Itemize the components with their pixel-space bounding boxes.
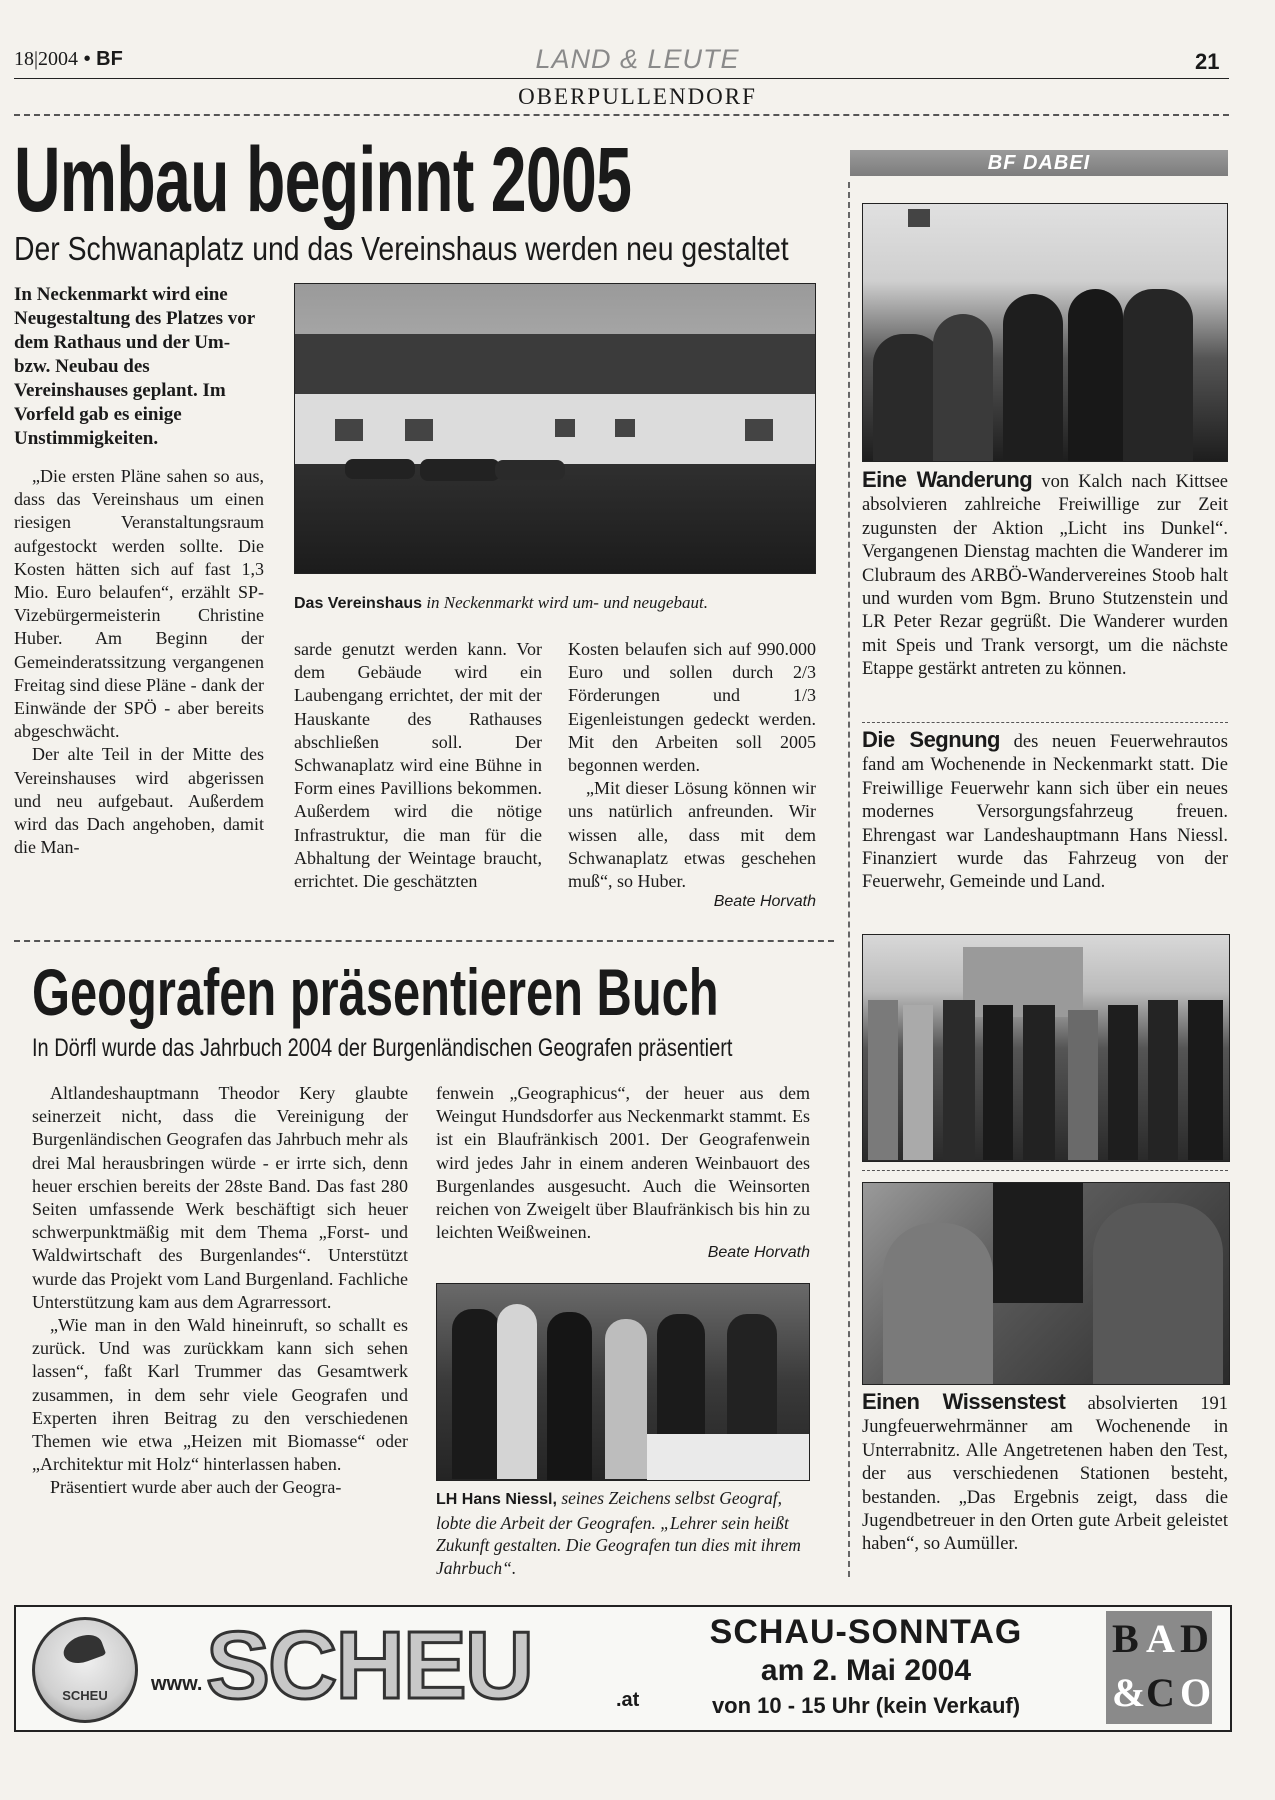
person-silhouette [547, 1312, 592, 1481]
wanderung-photo [862, 203, 1228, 462]
person-silhouette [1148, 1000, 1178, 1160]
sidebar-banner: BF DABEI [850, 150, 1228, 176]
window-shape [745, 419, 773, 441]
bad-co-logo [1106, 1611, 1212, 1724]
person-silhouette [497, 1304, 537, 1479]
article2-byline: Beate Horvath [707, 1244, 810, 1262]
wissenstest-photo [862, 1182, 1230, 1385]
article2-headline [32, 955, 832, 1030]
vereinshaus-photo [294, 283, 816, 574]
sidebar-item-segnung [862, 728, 1228, 895]
article2-col1-paragraph: Altlandeshauptmann Theodor Kery glaubte seinerzeit nicht, dass die Vereinigung der Burgenländischen Geografen das Jahrbuch mehr als drei Mal herausbringen würde - er irrte sich, denn heuer erschien bereits der 28ste Band. Das fast 280 Seiten umfassende Werk beschäftigt sich heuer schwerpunktmäßig mit dem Thema „Forst- und Waldwirtschaft des Burgenlandes“. Unterstützt wurde das Projekt vom Land Burgenland. Fachliche Unterstützung kam aus dem Agrarressort. [32, 1083, 408, 1312]
article1-subhead-text: Der Schwanaplatz und das Vereinshaus werden neu gestaltet [14, 230, 789, 267]
person-silhouette [943, 1000, 975, 1160]
ad-tld: .at [616, 1689, 640, 1711]
article1-col1-paragraph: Der alte Teil in der Mitte des Vereinshauses wird abgerissen und neu aufgebaut. Außerdem wird das Dach angehoben, damit die Man- [14, 744, 264, 858]
article1-caption-bold: Das Vereinshaus [294, 595, 423, 612]
article2-col1-paragraph: Präsentiert wurde aber auch der Geogra- [50, 1477, 342, 1498]
paper-name: BF [96, 48, 123, 70]
sidebar-item1-lead: Eine Wanderung [862, 467, 1033, 492]
door-shape [993, 1183, 1083, 1303]
article2-headline-text: Geografen präsentieren Buch [32, 955, 719, 1029]
sidebar-item-wanderung [862, 468, 1228, 682]
article1-lead: In Neckenmarkt wird eine Neugestaltung des Platzes vor dem Rathaus und der Um-bzw. Neubau des Vereinshauses geplant. Im Vorfeld gab es einige Unstimmigkeiten. [14, 284, 255, 449]
table-cloth-shape [647, 1434, 809, 1480]
article2-col1 [32, 1082, 408, 1500]
sidebar-item2-lead: Die Segnung [862, 727, 1000, 752]
logo-letter: A [1146, 1616, 1175, 1661]
logo-letter: & [1112, 1670, 1146, 1715]
logo-letter: D [1180, 1616, 1209, 1661]
article1-col3-paragraph: „Mit dieser Lösung können wir uns natürlich anfreunden. Wir wissen alle, dass mit dem Schwanaplatz etwas geschehen muß“, so Huber. [568, 778, 816, 892]
person-silhouette [605, 1319, 647, 1479]
article1-col1-paragraph: „Die ersten Pläne sahen so aus, dass das Vereinshaus um einen riesigen Veranstaltungsraum aufgestockt werden sollte. Die Kosten hätten sich auf fast 1,3 Mio. Euro belaufen“, erzählt SP-Vizebürgermeisterin Christine Huber. Am Beginn der Gemeinderatssitzung vergangenen Freitag sind diese Pläne - dank der Einwände der SPÖ - aber bereits abgeschwächt. [14, 466, 264, 742]
ad-www: www. [151, 1673, 203, 1695]
sidebar-item-wissenstest [862, 1390, 1228, 1557]
logo-letter: B [1112, 1616, 1139, 1661]
window-shape [615, 419, 635, 437]
header-bullet: • [83, 48, 91, 70]
section-title: LAND & LEUTE [535, 44, 740, 74]
sidebar-item3-lead: Einen Wissenstest [862, 1389, 1066, 1414]
issue-number [14, 48, 123, 71]
person-silhouette [903, 1005, 933, 1160]
feuerwehr-photo [862, 934, 1230, 1162]
car-shape [345, 459, 415, 479]
article2-col2-paragraph: fenwein „Geographicus“, der heuer aus dem Weingut Hundsdorfer aus Neckenmarkt stammt. Es ist ein Blaufränkisch 2001. Der Geografenwein wird jedes Jahr in einem anderen Weinbauort des Burgenlandes ausgesucht. Auch die Weinsorten reichen von Zweigelt über Blaufränkisch bis hin zu leichten Weißweinen. [436, 1083, 810, 1243]
article2-caption [436, 1487, 810, 1579]
article1-byline: Beate Horvath [713, 893, 816, 911]
bird-icon [60, 1630, 106, 1668]
sidebar-item1-text: von Kalch nach Kittsee absolvieren zahlreiche Freiwillige zur Zeit zugunsten der Aktion „Licht ins Dunkel“. Vergangenen Dienstag machten die Wanderer im Clubraum des ARBÖ-Wandervereines Stoob halt und wurden vom Bgm. Bruno Stutzenstein und LR Peter Rezar gegrüßt. Die Wanderer wurden mit Speis und Trank versorgt, um die nächste Etappe gestärkt antreten zu können. [862, 472, 1228, 680]
window-shape [555, 419, 575, 437]
article1-caption-text: in Neckenmarkt wird um- und neugebaut. [422, 593, 709, 612]
article2-col2 [436, 1082, 810, 1266]
issue-text: 18|2004 [14, 48, 79, 70]
wall-picture-shape [908, 209, 930, 227]
article2-subhead-text: In Dörfl wurde das Jahrbuch 2004 der Burgenländischen Geografen präsentiert [32, 1034, 733, 1062]
person-silhouette [1068, 1010, 1098, 1160]
window-shape [335, 419, 363, 441]
person-silhouette [983, 1005, 1013, 1160]
article2-caption-bold: LH Hans Niessl, [436, 1491, 557, 1508]
roof-shape [295, 334, 815, 394]
article1-col1 [14, 283, 264, 859]
person-silhouette [1003, 294, 1063, 461]
car-shape [495, 460, 565, 480]
article1-headline [14, 130, 834, 230]
person-silhouette [1123, 289, 1193, 461]
article2-col1-paragraph: „Wie man in den Wald hineinruft, so schallt es zurück. Und was zurückkam kann sich sehen lassen“, faßt Karl Trummer das Gesamtwerk zusammen, in dem sehr viele Geografen und Experten ihren Beitrag zu den verschiedenen Themen wie etwa „Heizen mit Biomasse“ oder „Architektur mit Holz“ hinterlassen haben. [32, 1315, 408, 1475]
sidebar-item3-text: absolvierten 191 Jungfeuerwehrmänner am Wochenende in Unterrabnitz. Alle Angetretenen haben den Test, der aus verschiedenen Stationen besteht, bestanden. „Das Ergebnis zeigt, dass die Jugendbetreuer in den Orten gute Arbeit geleistet haben“, so Aumüller. [862, 1394, 1228, 1555]
person-silhouette [1068, 289, 1123, 461]
article1-col3-paragraph: Kosten belaufen sich auf 990.000 Euro und sollen durch 2/3 Förderungen und 1/3 Eigenleistungen gedeckt werden. Mit den Arbeiten soll 2005 begonnen werden. [568, 639, 816, 776]
sidebar-divider [862, 722, 1228, 723]
person-silhouette [1023, 1005, 1055, 1160]
article1-headline-text: Umbau beginnt 2005 [14, 130, 632, 230]
ad-date: am 2. Mai 2004 [760, 1654, 972, 1687]
article1-caption [294, 593, 834, 613]
article1-col3 [568, 638, 816, 911]
article1-subhead [14, 230, 834, 270]
article1-col2-paragraph: sarde genutzt werden kann. Vor dem Gebäude wird ein Laubengang errichtet, der mit der Hauskante des Rathauses abschließen soll. Der Schwanaplatz wird eine Bühne in Form eines Pavillions bekommen. Außerdem wird die nötige Infrastruktur, die man für die Abhaltung der Weintage braucht, errichtet. Die geschätzten [294, 639, 542, 892]
sidebar-divider [862, 1170, 1228, 1171]
car-shape [420, 459, 500, 481]
person-silhouette [1108, 1005, 1138, 1160]
article-divider [14, 940, 834, 942]
person-silhouette [933, 314, 993, 461]
logo-letter: C [1146, 1670, 1175, 1715]
article2-subhead [32, 1034, 832, 1066]
geografen-photo [436, 1283, 810, 1481]
person-silhouette [1093, 1203, 1223, 1384]
scheu-logo-seal [32, 1617, 138, 1723]
scheu-advertisement [14, 1605, 1232, 1732]
region-title: OBERPULLENDORF [518, 84, 757, 109]
article1-col2 [294, 638, 542, 893]
logo-letter: O [1180, 1670, 1212, 1715]
window-shape [405, 419, 433, 441]
page-number: 21 [1195, 49, 1220, 74]
person-silhouette [452, 1309, 500, 1479]
sidebar-left-rule [848, 182, 850, 1577]
ad-hours: von 10 - 15 Uhr (kein Verkauf) [711, 1693, 1021, 1718]
person-silhouette [1188, 1000, 1223, 1160]
ad-headline: SCHAU-SONNTAG [709, 1613, 1023, 1651]
header-rule [14, 78, 1229, 79]
header-dashed-rule [14, 114, 1229, 116]
person-silhouette [883, 1223, 993, 1384]
person-silhouette [868, 1000, 898, 1160]
seal-text: SCHEU [62, 1688, 108, 1703]
ad-brand: SCHEU [206, 1612, 533, 1719]
article2-caption-text: seines Zeichens selbst Geograf, lobte die Arbeit der Geografen. „Lehrer sein heißt Zukunft gestalten. Die Geografen tun dies mit ihrem Jahrbuch“. [436, 1488, 801, 1578]
sidebar-item2-text: des neuen Feuerwehrautos fand am Wochenende in Neckenmarkt statt. Die Freiwillige Feuerwehr kann sich über ein neues modernes Versorgungsfahrzeug freuen. Ehrengast war Landeshauptmann Hans Niessl. Finanziert wurde das Fahrzeug von der Feuerwehr, Gemeinde und Land. [862, 732, 1228, 893]
